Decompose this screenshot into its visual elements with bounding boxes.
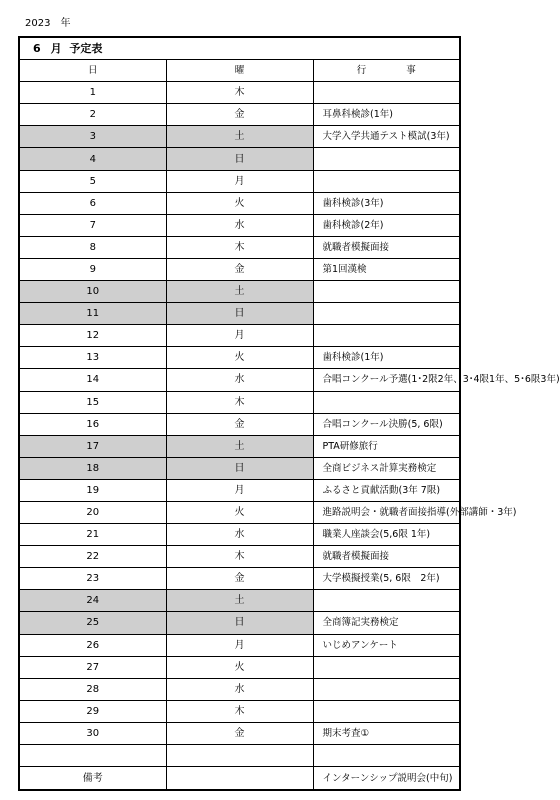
header-weekday: 曜 (166, 60, 313, 82)
day-event: 大学入学共通テスト模試(3年) (313, 126, 460, 148)
day-weekday: 火 (166, 501, 313, 523)
day-event: 歯科検診(2年) (313, 214, 460, 236)
day-weekday: 木 (166, 546, 313, 568)
day-weekday: 日 (166, 612, 313, 634)
day-number: 5 (19, 170, 166, 192)
day-weekday: 土 (166, 435, 313, 457)
day-row (19, 722, 460, 744)
day-number: 14 (19, 369, 166, 391)
day-number: 18 (19, 457, 166, 479)
day-number: 2 (19, 104, 166, 126)
day-row (19, 148, 460, 170)
day-weekday: 月 (166, 325, 313, 347)
day-row (19, 236, 460, 258)
day-row (19, 612, 460, 634)
day-number: 16 (19, 413, 166, 435)
day-event (313, 170, 460, 192)
day-event: 大学模擬授業(5, 6限 2年) (313, 568, 460, 590)
day-number: 25 (19, 612, 166, 634)
schedule-title (19, 37, 460, 60)
day-event: 合唱コンクール予選(1･2限2年、3･4限1年、5･6限3年) (313, 369, 460, 391)
notes-spacer (166, 767, 313, 791)
day-event: 全商ビジネス計算実務検定 (313, 457, 460, 479)
day-row (19, 192, 460, 214)
day-weekday: 土 (166, 590, 313, 612)
year: 2023 (25, 18, 51, 29)
day-event: 期末考査① (313, 722, 460, 744)
day-weekday: 月 (166, 634, 313, 656)
day-number: 8 (19, 236, 166, 258)
header-day: 日 (19, 60, 166, 82)
day-number: 28 (19, 678, 166, 700)
day-number: 22 (19, 546, 166, 568)
schedule-table (18, 36, 560, 791)
day-row (19, 501, 460, 523)
notes-text: インターンシップ説明会(中旬) (313, 767, 460, 791)
header-row (19, 60, 460, 82)
title-row (19, 37, 460, 60)
day-weekday: 金 (166, 258, 313, 280)
day-weekday: 水 (166, 678, 313, 700)
day-number: 12 (19, 325, 166, 347)
day-event: 耳鼻科検診(1年) (313, 104, 460, 126)
day-number: 15 (19, 391, 166, 413)
day-weekday: 水 (166, 214, 313, 236)
day-weekday: 金 (166, 413, 313, 435)
day-row (19, 700, 460, 722)
day-row (19, 678, 460, 700)
day-number: 21 (19, 524, 166, 546)
notes-label: 備考 (19, 767, 166, 791)
day-number: 17 (19, 435, 166, 457)
day-row (19, 369, 460, 391)
day-number: 3 (19, 126, 166, 148)
day-row (19, 656, 460, 678)
day-row (19, 104, 460, 126)
day-weekday: 金 (166, 104, 313, 126)
day-weekday: 日 (166, 303, 313, 325)
day-row (19, 457, 460, 479)
day-event: 就職者模擬面接 (313, 236, 460, 258)
day-row (19, 281, 460, 303)
blank-cell (313, 745, 460, 767)
day-event: 進路説明会・就職者面接指導(外部講師・3年) (313, 501, 460, 523)
day-number: 24 (19, 590, 166, 612)
day-weekday: 金 (166, 722, 313, 744)
day-event (313, 281, 460, 303)
day-weekday: 月 (166, 479, 313, 501)
day-weekday: 日 (166, 457, 313, 479)
day-row (19, 413, 460, 435)
day-number: 13 (19, 347, 166, 369)
day-number: 26 (19, 634, 166, 656)
day-event: 歯科検診(3年) (313, 192, 460, 214)
day-number: 29 (19, 700, 166, 722)
title-label: 予定表 (69, 42, 103, 56)
day-row (19, 170, 460, 192)
day-weekday: 火 (166, 347, 313, 369)
header-event-2: 事 (406, 65, 416, 77)
day-event: 全商簿記実務検定 (313, 612, 460, 634)
day-weekday: 水 (166, 369, 313, 391)
day-number: 27 (19, 656, 166, 678)
day-row (19, 590, 460, 612)
header-event (313, 60, 460, 82)
day-number: 6 (19, 192, 166, 214)
day-weekday: 木 (166, 82, 313, 104)
day-weekday: 水 (166, 524, 313, 546)
day-event (313, 656, 460, 678)
title-month-suffix: 月 (50, 42, 62, 56)
day-row (19, 347, 460, 369)
day-number: 9 (19, 258, 166, 280)
day-event: 歯科検診(1年) (313, 347, 460, 369)
day-row (19, 303, 460, 325)
day-event: 合唱コンクール決勝(5, 6限) (313, 413, 460, 435)
day-row (19, 568, 460, 590)
day-row (19, 325, 460, 347)
notes-row (19, 767, 460, 791)
day-number: 11 (19, 303, 166, 325)
day-weekday: 火 (166, 192, 313, 214)
day-event (313, 700, 460, 722)
day-event (313, 325, 460, 347)
day-row (19, 634, 460, 656)
day-number: 30 (19, 722, 166, 744)
day-row (19, 479, 460, 501)
year-line (25, 14, 70, 29)
day-weekday: 土 (166, 281, 313, 303)
day-weekday: 日 (166, 148, 313, 170)
blank-row (19, 745, 460, 767)
day-number: 20 (19, 501, 166, 523)
day-number: 1 (19, 82, 166, 104)
day-number: 7 (19, 214, 166, 236)
day-number: 10 (19, 281, 166, 303)
day-weekday: 木 (166, 700, 313, 722)
day-event: いじめアンケート (313, 634, 460, 656)
day-weekday: 土 (166, 126, 313, 148)
day-row (19, 258, 460, 280)
day-event: PTA研修旅行 (313, 435, 460, 457)
day-event: 就職者模擬面接 (313, 546, 460, 568)
day-weekday: 火 (166, 656, 313, 678)
day-row (19, 435, 460, 457)
day-weekday: 木 (166, 391, 313, 413)
day-weekday: 月 (166, 170, 313, 192)
day-row (19, 524, 460, 546)
day-weekday: 金 (166, 568, 313, 590)
day-event (313, 391, 460, 413)
day-row (19, 391, 460, 413)
day-event: ふるさと貢献活動(3年 7限) (313, 479, 460, 501)
day-event: 職業人座談会(5,6限 1年) (313, 524, 460, 546)
day-row (19, 546, 460, 568)
day-number: 19 (19, 479, 166, 501)
day-row (19, 82, 460, 104)
title-month: 6 (33, 42, 41, 56)
header-event-1: 行 (356, 65, 367, 77)
day-event (313, 303, 460, 325)
blank-cell (166, 745, 313, 767)
day-event (313, 590, 460, 612)
day-event (313, 148, 460, 170)
day-number: 4 (19, 148, 166, 170)
year-suffix: 年 (60, 18, 71, 29)
day-event (313, 82, 460, 104)
day-event: 第1回漢検 (313, 258, 460, 280)
day-number: 23 (19, 568, 166, 590)
day-row (19, 126, 460, 148)
day-row (19, 214, 460, 236)
day-weekday: 木 (166, 236, 313, 258)
day-event (313, 678, 460, 700)
blank-cell (19, 745, 166, 767)
